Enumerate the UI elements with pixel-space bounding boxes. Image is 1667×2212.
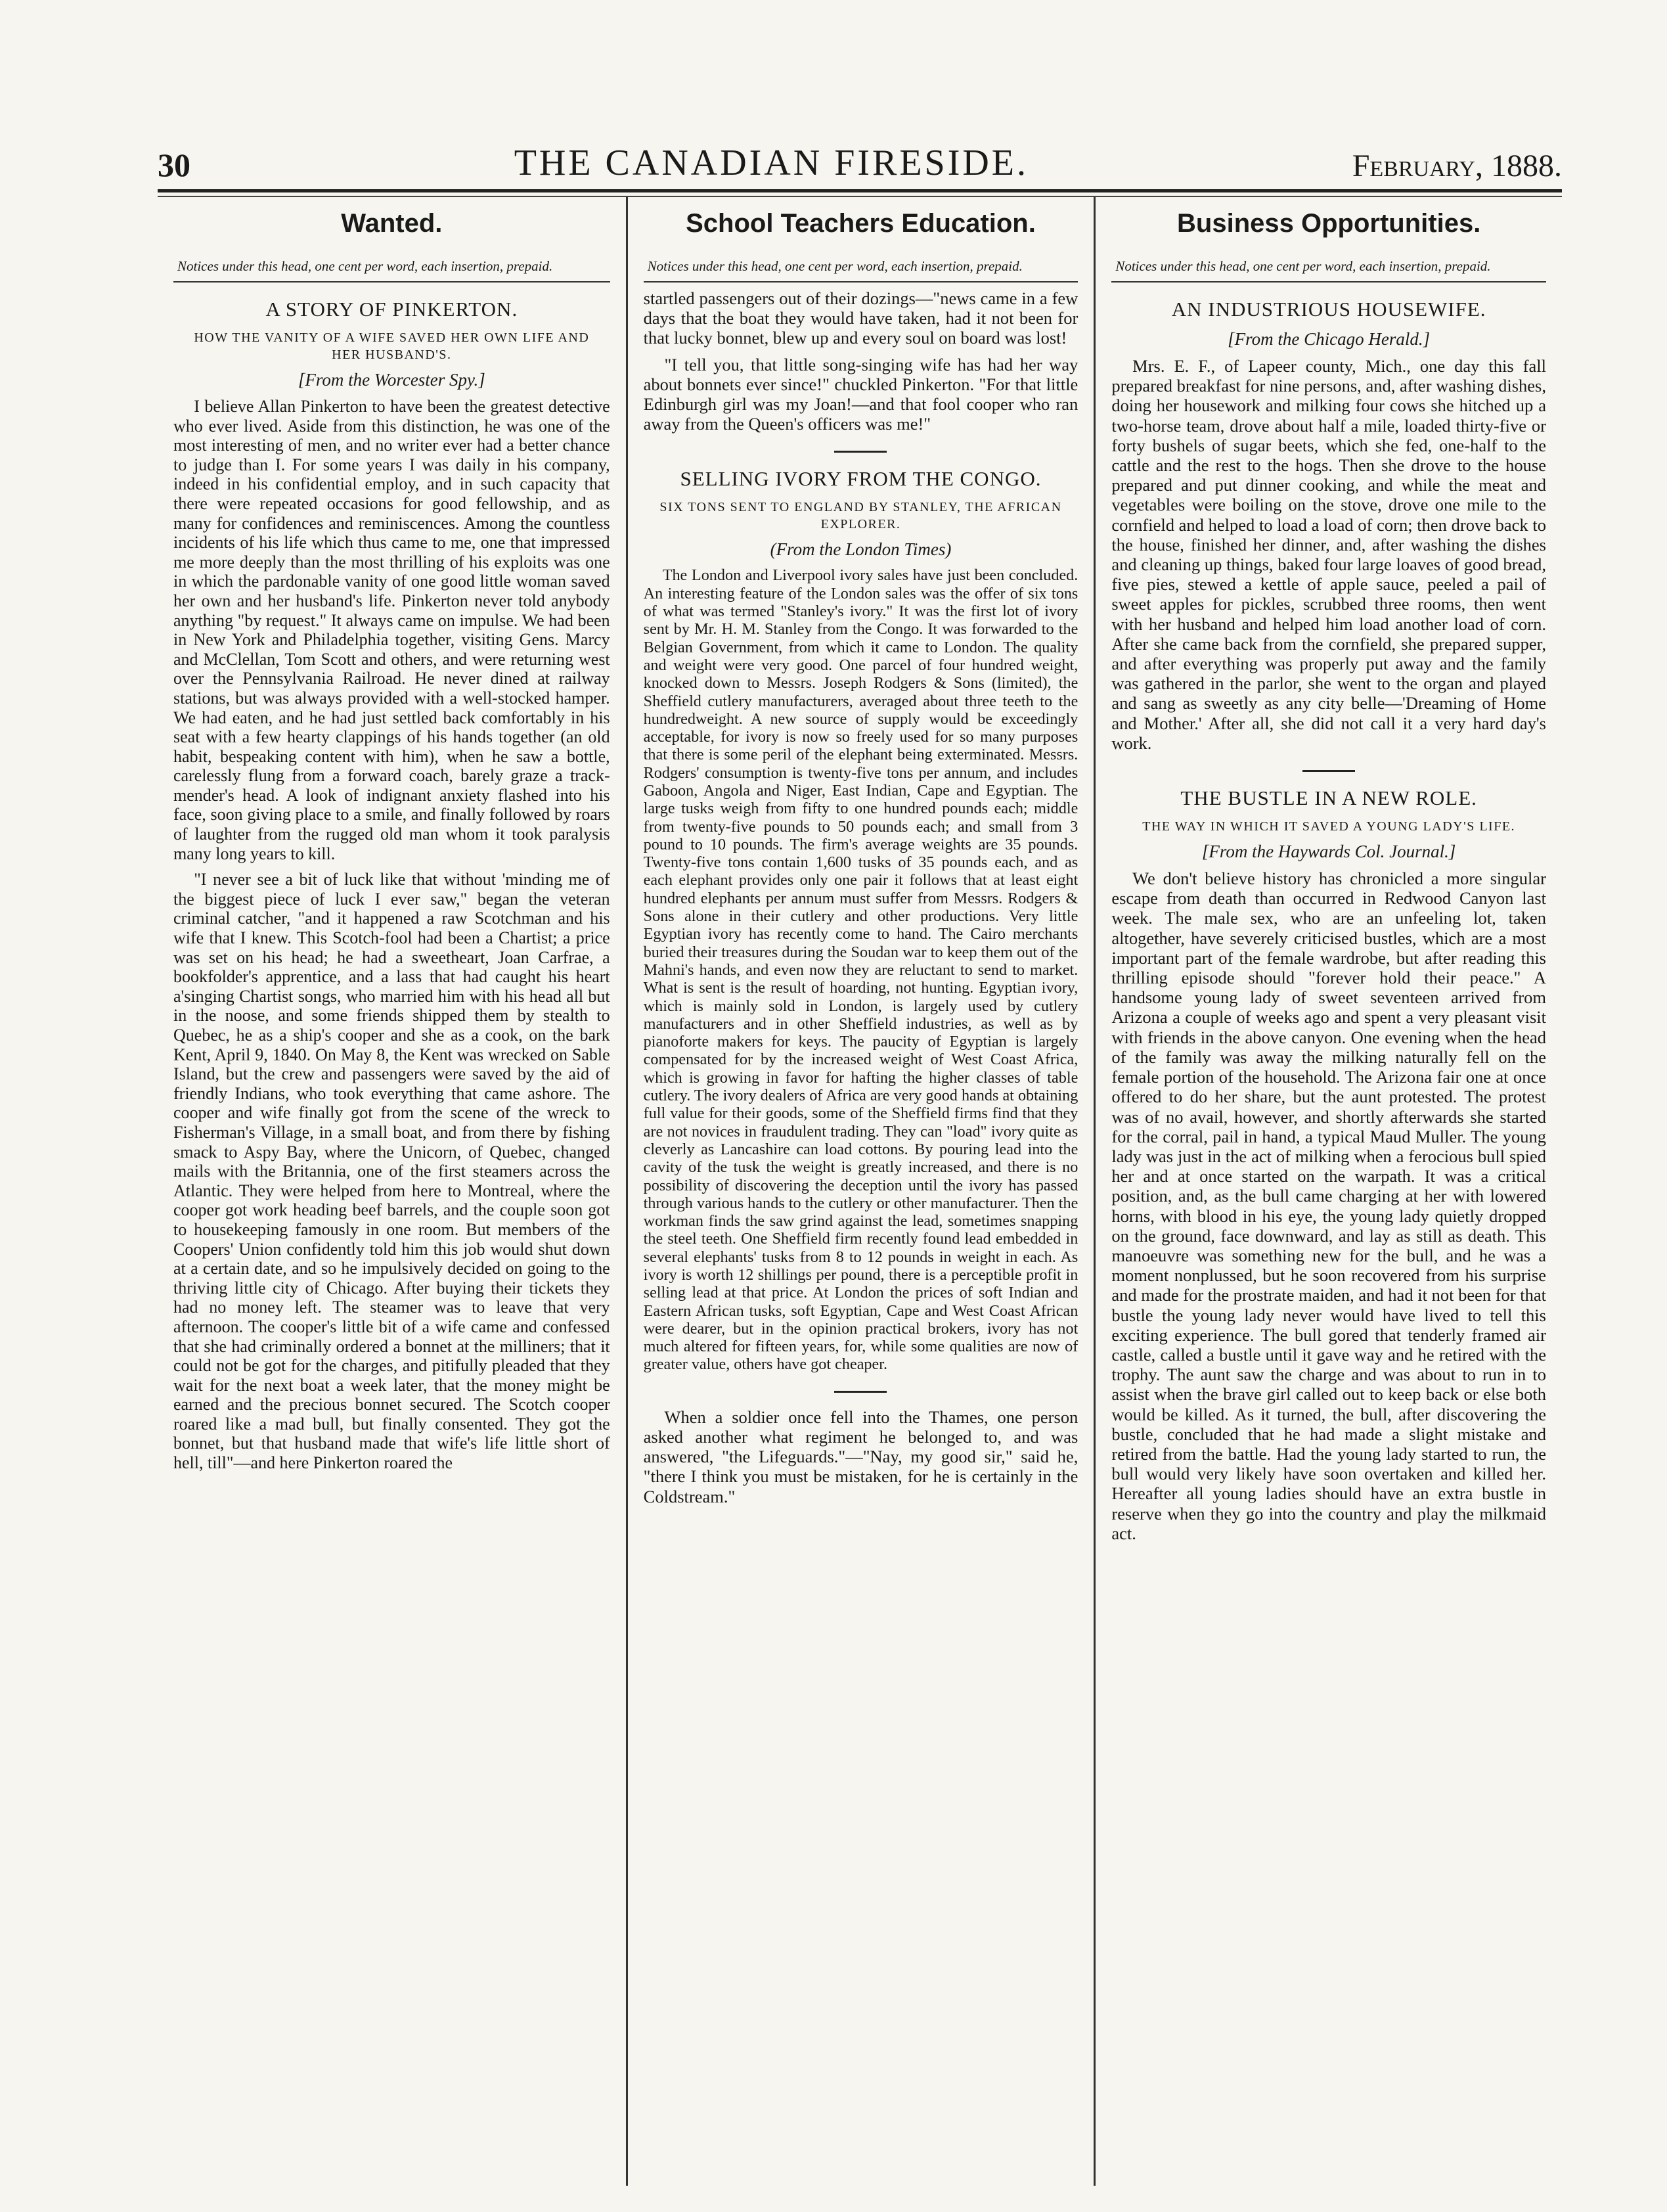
- issue-date: February, 1888.: [1352, 148, 1562, 183]
- article-paragraph: Mrs. E. F., of Lapeer county, Mich., one day this fall prepared breakfast for nine persons, and, after washing dishes, doing her housework and milking four cows she hitched up a two-horse team, drove about half a mile, loaded thirty-five or forty bushels of sugar beets, which she fed, one-half to the cattle and the rest to the hogs. Then she drove to the house prepared and put dinner cooking, and while the meat and vegetables were boiling on the stove, drove one mile to the cornfield and helped to load a load of corn; then drove back to the house, finished her dinner, and, after washing the dishes and cleaning up things, baked four large loaves of good bread, five pies, stewed a kettle of apple sauce, peeled a pail of sweet apples for pickles, scrubbed three rooms, then went with her husband and helped him load another load of corn. After she came back from the cornfield, she prepared supper, and after everything was properly put away and the family was gathered in the parlor, she went to the organ and played and sang as sweetly as any city belle—'Dreaming of Home and Mother.' After all, she did not call it a very hard day's work.: [1111, 356, 1546, 753]
- article-separator: [834, 451, 887, 453]
- classified-notice: Notices under this head, one cent per word, each insertion, prepaid.: [173, 255, 610, 283]
- article-paragraph: "I never see a bit of luck like that without 'minding me of the biggest piece of luck I ever saw," began the veteran criminal catcher, "and it happened a raw Scotchman and his wife that I knew. This Scotch-fool had been a Chartist; a price was set on his head; he had a sweetheart, Joan Carfrae, a bookfolder's apprentice, and a lass that had caught his heart a'singing Chartist songs, who married him with his head all but in the noose, and some friends shipped them by stealth to Quebec, he as a ship's cooper and she as a cook, on the bark Kent, April 9, 1840. On May 8, the Kent was wrecked on Sable Island, but the crew and passengers were saved by the aid of friendly Indians, who took everything that came ashore. The cooper and wife finally got from the scene of the wreck to Fisherman's Village, in a small boat, and from there by fishing smack to Aspy Bay, where the Unicorn, of Quebec, changed mails with the Britannia, one of the first steamers across the Atlantic. They were helped from here to Montreal, where the cooper got work heading beef barrels, and the couple soon got to housekeeping famously in one room. But members of the Coopers' Union confidently told him this job would shut down at a certain date, and so he impulsively decided on going to the thriving little city of Chicago. After buying their tickets they had no money left. The steamer was to leave that very afternoon. The cooper's little bit of a wife came and confessed that she had criminally ordered a bonnet at the milliners; that it could not be got for the charges, and pitifully pleaded that they wait for the next boat a week later, that the money might be earned and the precious bonnet secured. The Scotch cooper roared like a mad bull, but finally consented. They got the bonnet, but that husband made that wife's life little short of hell, till"—and here Pinkerton roared the: [173, 870, 610, 1473]
- classified-notice: Notices under this head, one cent per word, each insertion, prepaid.: [1111, 255, 1546, 283]
- column-header-teachers: School Teachers Education.: [686, 209, 1036, 238]
- article-separator: [834, 1391, 887, 1393]
- column-teachers: [626, 197, 1094, 2186]
- article-continuation: startled passengers out of their dozings—"news came in a few days that the boat they would have taken, had it not been for that lucky bonnet, blew up and every soul on board was lost!: [643, 288, 1078, 348]
- article-subhead-bustle: THE WAY IN WHICH IT SAVED A YOUNG LADY'S LIFE.: [1142, 819, 1516, 834]
- article-source-bustle: [From the Haywards Col. Journal.]: [1201, 842, 1456, 862]
- column-header-wanted: Wanted.: [341, 209, 443, 238]
- classified-notice: Notices under this head, one cent per word, each insertion, prepaid.: [644, 255, 1078, 283]
- article-source-ivory: (From the London Times): [770, 539, 952, 560]
- article-title-housewife: AN INDUSTRIOUS HOUSEWIFE.: [1171, 298, 1486, 321]
- article-separator: [1302, 770, 1355, 772]
- page-number: 30: [158, 147, 190, 183]
- column-wanted: [158, 197, 626, 2186]
- article-paragraph: The London and Liverpool ivory sales have just been concluded. An interesting feature of the London sales was the offer of six tons of what was termed "Stanley's ivory." It was the first lot of ivory sent by Mr. H. M. Stanley from the Congo. It was forwarded to the Belgian Government, from which it came to London. The quality and weight were very good. One parcel of four hundred weight, knocked down to Messrs. Joseph Rodgers & Sons (limited), the Sheffield cutlery manufacturers, averaged about three teeth to the hundredweight. A new source of supply would be exceedingly acceptable, for ivory is now so freely used for so many purposes that there is some peril of the elephant being exterminated. Messrs. Rodgers' consumption is twenty-five tons per annum, and includes Gaboon, Angola and Niger, East Indian, Cape and Egyptian. The large tusks weigh from fifty to one hundred pounds each; middle from twenty-five pounds to 50 pounds each; and small from 3 pound to 10 pounds. The firm's average weights are 35 pounds. Twenty-five tons contain 1,600 tusks of 35 pounds each, and as each elephant provides only one pair it follows that at least eight hundred elephants per annum must suffer from Messrs. Rodgers & Sons alone in their cutlery and other productions. Very little Egyptian ivory has recently come to hand. The Cairo merchants buried their treasures during the Soudan war to keep them out of the Mahni's hands, and even now they are reluctant to send to market. What is sent is the result of hoarding, not hunting. Egyptian ivory, which is mainly sold in London, is largely used by cutlery manufacturers and in other Sheffield industries, as well as by pianoforte makers for keys. The paucity of Egyptian is largely compensated for by the increased weight of West Coast Africa, which is growing in favor for hafting the higher classes of table cutlery. The ivory dealers of Africa are very good hands at obtaining full value for their goods, some of the Sheffield firms find that they are not novices in fraudulent trading. They can "load" ivory quite as cleverly as Lancashire can load cottons. By pouring lead into the cavity of the tusk the weight is greatly increased, and there is no possibility of discovering the deception until the ivory has passed through various hands to the cutlery or other manufacturer. Then the workman finds the saw grind against the lead, sometimes snapping the steel teeth. One Sheffield firm recently found lead embedded in several elephants' tusks from 8 to 12 pounds in weight in each. As ivory is worth 12 shillings per pound, there is a perceptible profit in selling lead at that price. At London the prices of soft Indian and Eastern African tusks, soft Egyptian, Cape and West Coast African were dearer, but in the opinion practical brokers, ivory has not much altered for fifteen years, for, while some qualities are now of greater value, others have got cheaper.: [643, 566, 1078, 1374]
- article-subhead-pinkerton: HOW THE VANITY OF A WIFE SAVED HER OWN LIFE AND HER HUSBAND'S.: [194, 330, 590, 362]
- article-source-pinkerton: [From the Worcester Spy.]: [298, 370, 485, 390]
- article-title-bustle: THE BUSTLE IN A NEW ROLE.: [1180, 786, 1477, 810]
- article-continuation: "I tell you, that little song-singing wife has had her way about bonnets ever since!" chuckled Pinkerton. "For that little Edinburgh girl was my Joan!—and that fool cooper who ran away from the Queen's officers was me!": [643, 354, 1078, 434]
- column-header-business: Business Opportunities.: [1177, 209, 1481, 238]
- article-subhead-ivory: SIX TONS SENT TO ENGLAND BY STANLEY, THE AFRICAN EXPLORER.: [659, 500, 1062, 532]
- anecdote-paragraph: When a soldier once fell into the Thames, one person asked another what regiment he belonged to, and was answered, "the Lifeguards."—"Nay, my good sir," said he, "there I think you must be mistaken, for he is certainly in the Coldstream.": [643, 1407, 1078, 1506]
- masthead-rule: [158, 189, 1562, 192]
- article-source-housewife: [From the Chicago Herald.]: [1228, 329, 1431, 349]
- paper-title: THE CANADIAN FIRESIDE.: [514, 143, 1029, 183]
- article-paragraph: We don't believe history has chronicled a more singular escape from death than occurred in Redwood Canyon last week. The male sex, who are an unfeeling lot, taken altogether, have severely criticised bustles, which are a most important part of the female wardrobe, but after reading this thrilling episode should "forever hold their peace." A handsome young lady of sweet seventeen arrived from Arizona a couple of weeks ago and spent a very pleasant visit with friends in the above canyon. One evening when the head of the family was away the milking naturally fell on the female portion of the household. The Arizona fair one at once offered to do her share, but the aunt protested. The protest was of no avail, however, and shortly afterwards she started for the corral, pail in hand, a typical Maud Muller. The young lady was just in the act of milking when a ferocious bull spied her and at once started on the warpath. It was a critical position, and, as the bull came charging at her with lowered horns, with blood in his eye, the young lady quietly dropped on the ground, face downward, and lay as still as death. This manoeuvre was something new for the bull, and he was a moment nonplussed, but he soon recovered from his surprise and made for the prostrate maiden, and had it not been for that bustle the young lady never would have lived to tell this exciting experience. The bull gored that tenderly framed air castle, called a bustle until it gave way and he retired with the trophy. The aunt saw the charge and was about to run in to assist when the brave girl called out to keep back or else both would be killed. As it turned, the bull, after discovering the bustle, concluded that he had made a slight mistake and retired from the battle. Had the young lady started to run, the bull would very likely have soon overtaken and killed her. Hereafter all young ladies should have an extra bustle in reserve when they go into the country and play the milkmaid act.: [1111, 869, 1546, 1543]
- column-business: [1094, 197, 1562, 2186]
- article-title-pinkerton: A STORY OF PINKERTON.: [265, 298, 518, 321]
- article-paragraph: I believe Allan Pinkerton to have been the greatest detective who ever lived. Aside from this distinction, he was one of the most interesting of men, and no writer ever had a better chance to judge than I. For some years I was daily in his company, indeed in his confidential employ, and in such capacity that there were repeated occasions for good fellowship, and as many for confidences and reminiscences. Among the countless incidents of his life which thus came to me, one that impressed me more deeply than the most thrilling of his exploits was one in which the pardonable vanity of one good little woman saved her own and her husband's life. Pinkerton never told anybody anything "by request." It always came on impulse. We had been in New York and Philadelphia together, visiting Gens. Marcy and McClellan, Tom Scott and others, and were returning west over the Pennsylvania Railroad. He never dined at railway stations, but was always provided with a well-stocked hamper. We had eaten, and he had just settled back comfortably in his seat with a few hearty clappings of his hands together (an old habit, bespeaking content with him), when he saw a bottle, carelessly flung from a forward coach, barely graze a track-mender's head. A look of indignant anxiety flashed into his face, soon giving place to a smile, and finally followed by roars of laughter from the rugged old man whom it took paralysis many long years to kill.: [173, 397, 610, 863]
- article-title-ivory: SELLING IVORY FROM THE CONGO.: [680, 467, 1042, 491]
- page-columns: [158, 197, 1562, 2186]
- masthead: [158, 131, 1562, 184]
